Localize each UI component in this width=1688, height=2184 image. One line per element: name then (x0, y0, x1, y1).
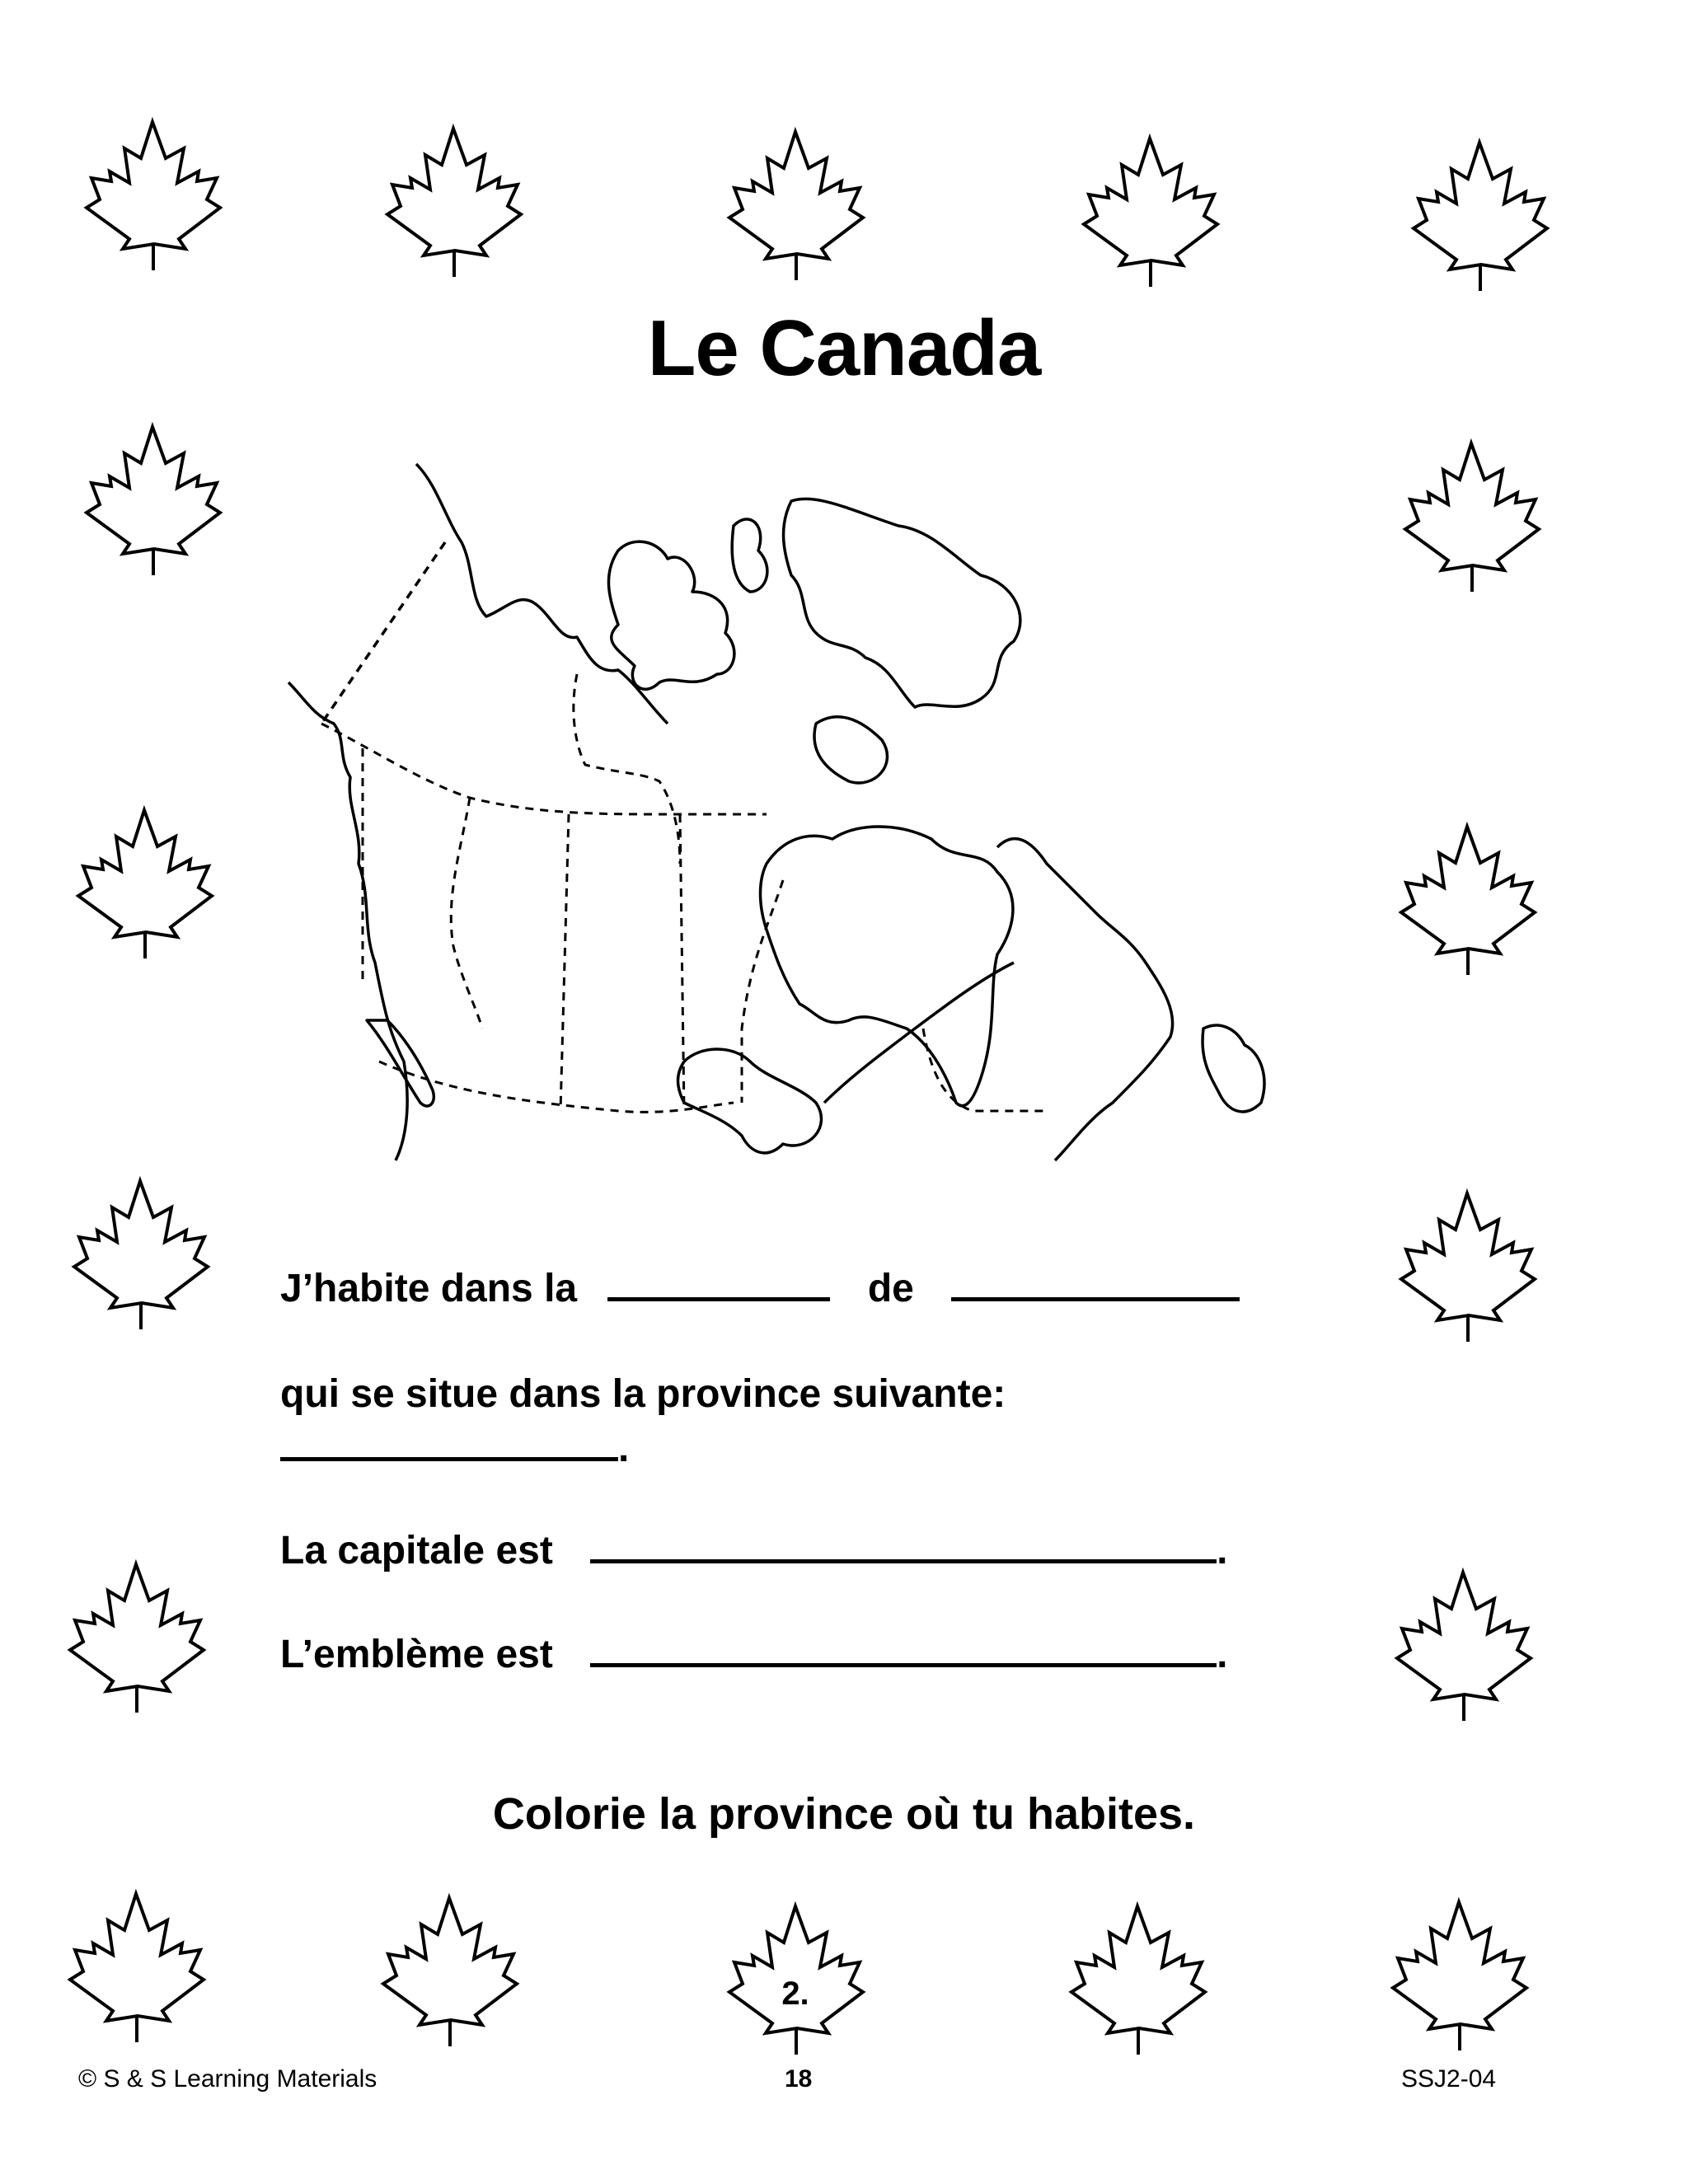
maple-leaf-icon (1076, 132, 1224, 288)
worksheet-line-5 (280, 1632, 1228, 1677)
line5-suffix: . (1217, 1633, 1228, 1676)
worksheet-line-1 (280, 1266, 1240, 1311)
maple-leaf-icon (66, 1174, 214, 1331)
town-name-blank[interactable] (951, 1296, 1240, 1301)
maple-leaf-icon (78, 420, 227, 577)
capital-blank[interactable] (590, 1558, 1217, 1563)
emblem-blank[interactable] (590, 1662, 1217, 1667)
town-type-blank[interactable] (607, 1296, 830, 1301)
worksheet-line-4 (280, 1528, 1228, 1573)
line1-middle: de (867, 1267, 914, 1310)
maple-leaf-icon (1385, 1896, 1533, 2052)
maple-leaf-icon (62, 1887, 210, 2044)
maple-leaf-icon (721, 125, 870, 282)
capital-label: La capitale est (280, 1529, 553, 1572)
maple-leaf-icon (78, 115, 227, 272)
product-code: SSJ2-04 (1401, 2065, 1497, 2093)
canada-map (272, 452, 1426, 1177)
maple-leaf-icon (1393, 1187, 1541, 1343)
maple-leaf-icon (62, 1558, 210, 1714)
maple-leaf-icon (1405, 136, 1554, 293)
page-number: 18 (785, 2065, 813, 2093)
exercise-number: 2. (781, 1975, 809, 2012)
maple-leaf-icon (1389, 1566, 1537, 1722)
maple-leaf-icon (375, 1891, 523, 2048)
province-blank[interactable] (280, 1456, 618, 1461)
maple-leaf-icon (1063, 1900, 1212, 2056)
line3-suffix: . (618, 1427, 630, 1470)
exercise-number-leaf (721, 1900, 870, 2056)
line4-suffix: . (1217, 1529, 1228, 1572)
instruction-text: Colorie la province où tu habites. (492, 1789, 1196, 1839)
emblem-label: L’emblème est (280, 1633, 553, 1676)
page-title: Le Canada (647, 304, 1041, 392)
copyright-text: © S & S Learning Materials (78, 2065, 377, 2093)
maple-leaf-icon (70, 804, 218, 960)
worksheet-line-3 (280, 1426, 629, 1471)
worksheet-line-2: qui se situe dans la province suivante: (280, 1372, 1006, 1416)
line1-prefix: J’habite dans la (280, 1267, 578, 1310)
maple-leaf-icon (379, 122, 528, 279)
